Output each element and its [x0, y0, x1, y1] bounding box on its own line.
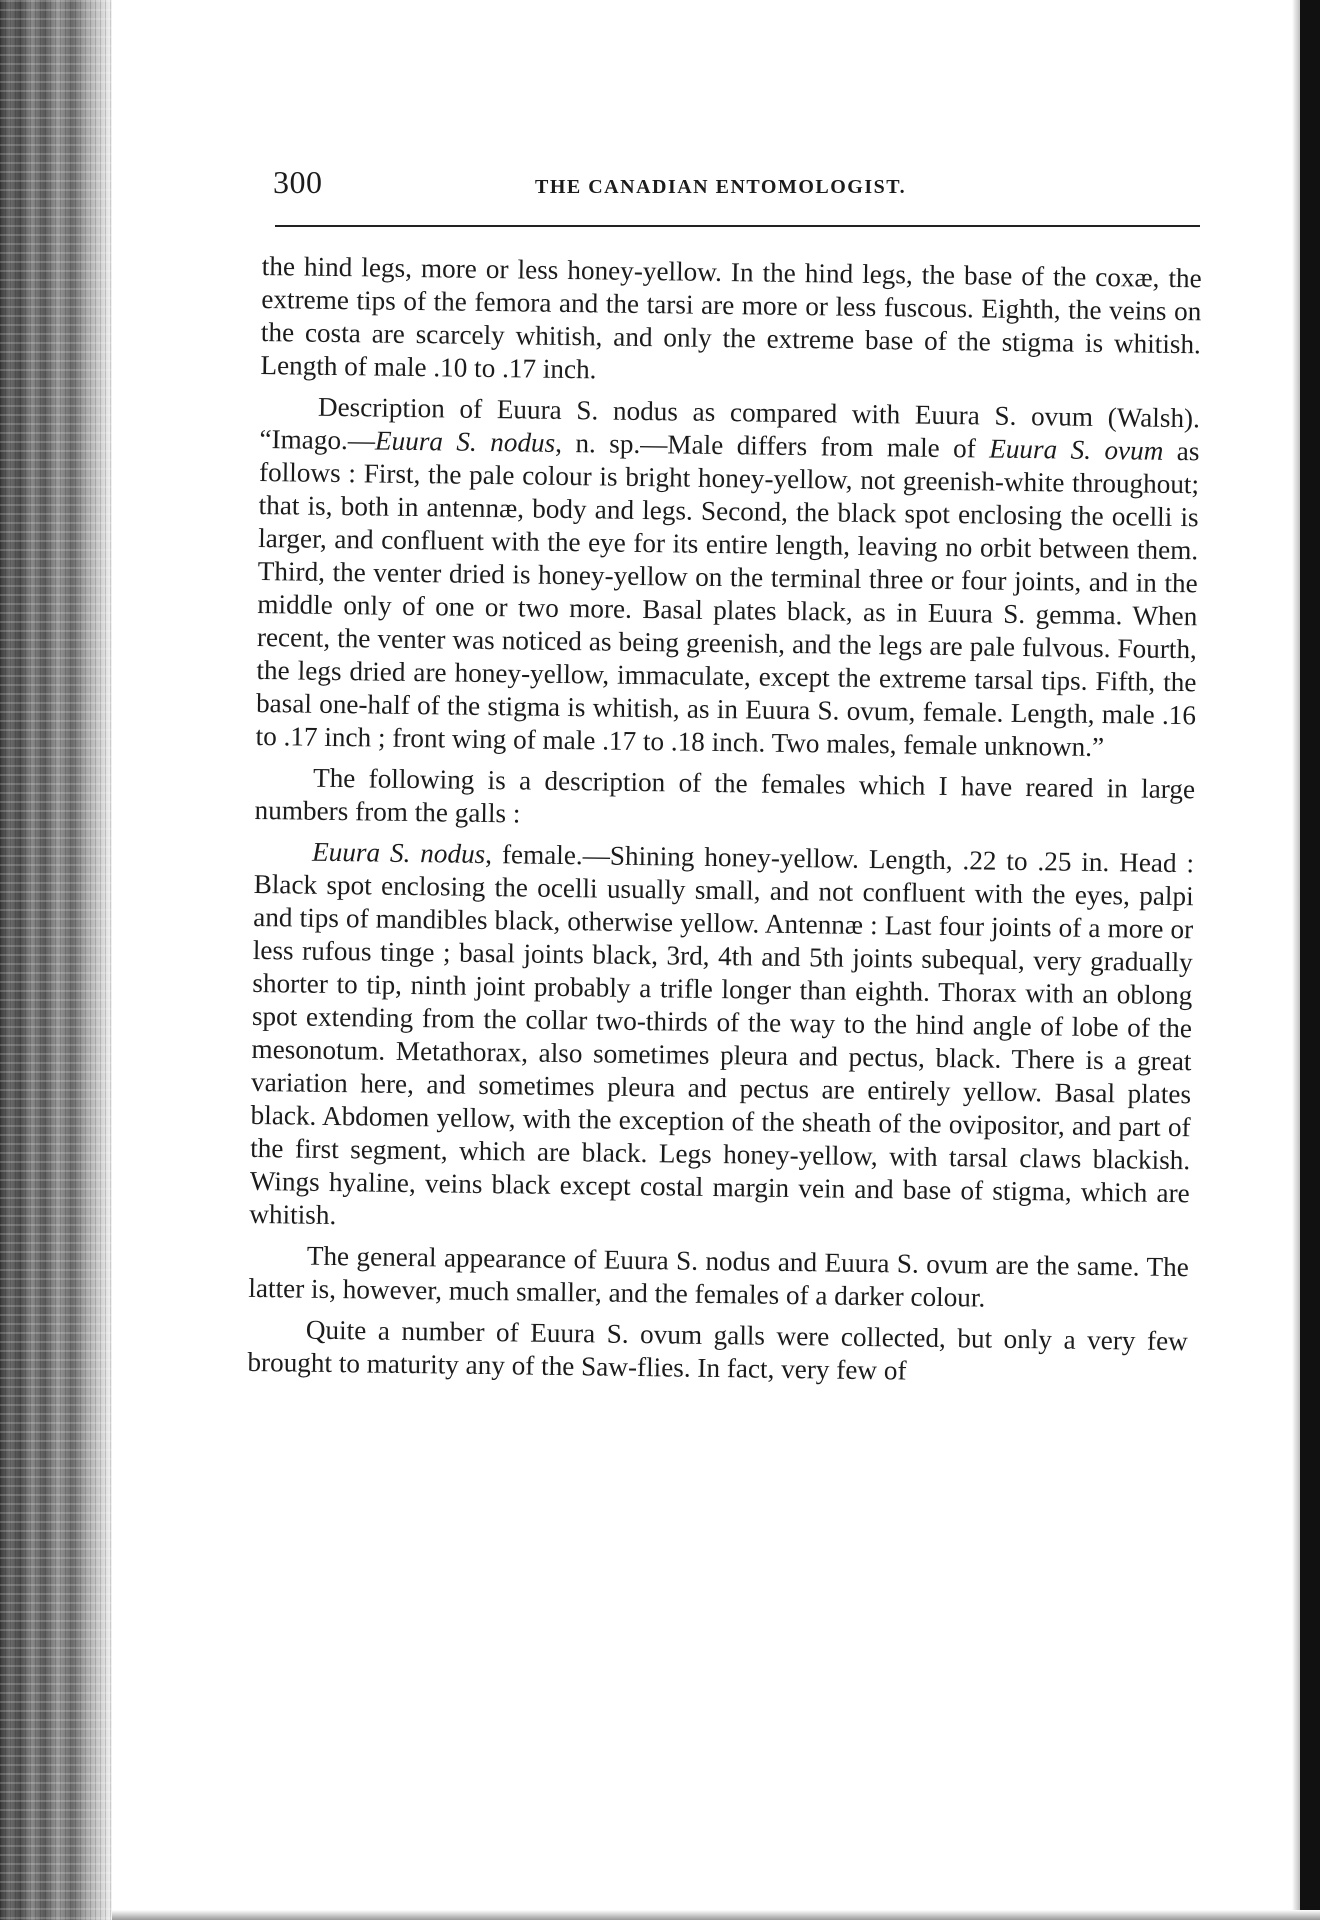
paragraph-description	[255, 390, 1200, 765]
page-header	[273, 164, 1213, 212]
text-run: , n. sp.—Male differs from male of	[555, 427, 990, 464]
scan-right-shadow	[1292, 0, 1300, 1920]
paragraph-intro-females: The following is a description of the females which I have reared in large numbers from the galls :	[254, 762, 1196, 829]
header-rule	[275, 225, 1200, 227]
paragraph-female-description	[249, 835, 1194, 1243]
text-run: , female.—Shining honey-yellow. Length, .22 to .25 in. Head : Black spot enclosing the ocelli usually small, and not confluent with the eyes, palpi and tips of mandibles black, otherwise yellow. Antennæ : Last four joints of a more or less rufous tinge ; basal joints black, 3rd, 4th and 5th joints subequal, very gradually shorter to tip, ninth joint probably a trifle longer than eighth. Thorax with an oblong spot extending from the collar two-thirds of the way to the hind angle of lobe of the mesonotum. Metathorax, also sometimes pleura and pectus, black. There is a great variation here, and sometimes pleura and pectus are entirely yellow. Basal plates black. Abdomen yellow, with the exception of the sheath of the ovipositor, and part of the first segment, which are black. Legs honey-yellow, with tarsal claws blackish. Wings hyaline, veins black except costal margin vein and base of stigma, which are whitish.	[249, 838, 1195, 1231]
running-title: THE CANADIAN ENTOMOLOGIST.	[535, 176, 907, 198]
paragraph-galls: Quite a number of Euura S. ovum galls were collected, but only a very few brought to maturity any of the Saw-flies. In fact, very few of	[247, 1314, 1188, 1386]
text-run: as follows : First, the pale colour is bright honey-yellow, not greenish-white throughout; that is, both in antennæ, body and legs. Second, the black spot enclosing the ocelli is larger, and confluent with the eye for its entire length, leaving no orbit between them. Third, the venter dried is honey-yellow on the terminal three or four joints, and in the middle only of one or two more. Basal plates black, as in Euura S. gemma. When recent, the venter was noticed as being greenish, and the legs are pale fulvous. Fourth, the legs dried are honey-yellow, immaculate, except the extreme tarsal tips. Fifth, the basal one-half of the stigma is whitish, as in Euura S. ovum, female. Length, male .16 to .17 inch ; front wing of male .17 to .18 inch. Two males, female unknown.”	[255, 435, 1200, 763]
body-text	[247, 250, 1202, 1391]
scan-bottom-shadow	[112, 1910, 1320, 1920]
spine-texture	[0, 0, 112, 1920]
species-name-italic: Euura S. nodus	[374, 425, 556, 458]
paragraph-continued: the hind legs, more or less honey-yellow. In the hind legs, the base of the coxæ, the extreme tips of the femora and the tarsi are more or less fuscous. Eighth, the veins on the costa are scarcely whitish, and only the extreme base of the stigma is whitish. Length of male .10 to .17 inch.	[260, 250, 1202, 385]
species-name-italic: Euura S. ovum	[989, 433, 1164, 466]
text-run: Description of Euura S. nodus as compared with Euura S. ovum (Walsh). “Imago.—	[259, 391, 1201, 456]
species-name-italic: Euura S. nodus	[311, 836, 486, 869]
scan-right-border	[1300, 0, 1320, 1920]
page-number: 300	[273, 164, 323, 200]
paragraph-comparison: The general appearance of Euura S. nodus and Euura S. ovum are the same. The latter is, however, much smaller, and the females of a darker colour.	[248, 1240, 1189, 1313]
